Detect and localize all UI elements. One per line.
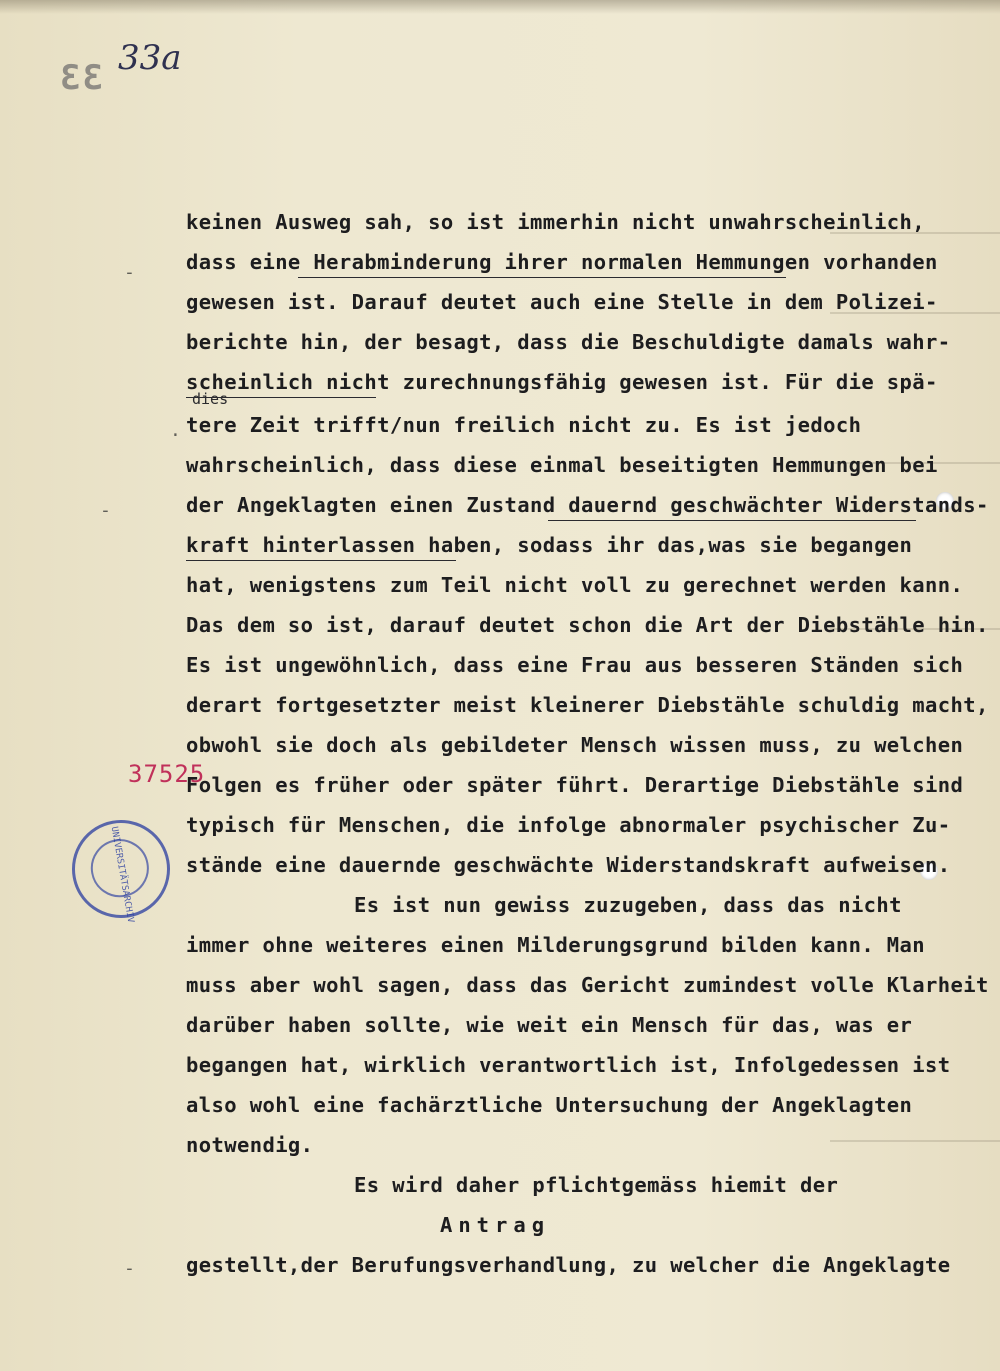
text-line: immer ohne weiteres einen Milderungsgrund bilden kann. Man [186,933,926,957]
interlinear-insert: dies [192,390,229,408]
underline-mark [186,560,456,561]
text-line: der Angeklagten einen Zustand dauernd geschwächter Widerstands- [186,493,989,517]
text-line: Es ist ungewöhnlich, dass eine Frau aus besseren Ständen sich [186,653,964,677]
text-line: notwendig. [186,1133,314,1157]
margin-mark: . [170,420,181,441]
seal-text: UNIVERSITÄTSARCHIV [108,825,136,924]
margin-mark: - [124,1258,135,1279]
text-line: Es ist nun gewiss zuzugeben, dass das nicht [354,893,902,917]
text-line: Das dem so ist, darauf deutet schon die Art der Diebstähle hin. [186,613,989,637]
text-line: begangen hat, wirklich verantwortlich ist, Infolgedessen ist [186,1053,951,1077]
text-line: derart fortgesetzter meist kleinerer Diebstähle schuldig macht, [186,693,989,717]
text-line: darüber haben sollte, wie weit ein Mensch für das, was er [186,1013,913,1037]
text-line: gewesen ist. Darauf deutet auch eine Stelle in dem Polizei- [186,290,938,314]
text-line: muss aber wohl sagen, dass das Gericht zumindest volle Klarheit [186,973,989,997]
text-line: Folgen es früher oder später führt. Derartige Diebstähle sind [186,773,964,797]
bleed-through-mark [830,1140,1000,1142]
text-line: keinen Ausweg sah, so ist immerhin nicht unwahrscheinlich, [186,210,926,234]
text-line: hat, wenigstens zum Teil nicht voll zu gerechnet werden kann. [186,573,964,597]
text-line: tere Zeit trifft/nun freilich nicht zu. Es ist jedoch [186,413,862,437]
text-line: stände eine dauernde geschwächte Widerstandskraft aufweisen. [186,853,951,877]
text-line: also wohl eine fachärztliche Untersuchung der Angeklagten [186,1093,913,1117]
underline-mark [186,397,376,398]
folio-stamp: 33 [58,58,103,98]
text-line: berichte hin, der besagt, dass die Beschuldigte damals wahr- [186,330,951,354]
margin-mark: - [124,262,135,283]
page-edge-shadow [0,0,1000,14]
text-line: gestellt,der Berufungsverhandlung, zu welcher die Angeklagte [186,1253,951,1277]
margin-mark: - [100,500,111,521]
archive-number: 37525 [128,760,206,788]
underline-mark [548,520,916,521]
text-line: Es wird daher pflichtgemäss hiemit der [354,1173,839,1197]
text-line: typisch für Menschen, die infolge abnormaler psychischer Zu- [186,813,951,837]
underline-mark [298,277,786,278]
text-line: kraft hinterlassen haben, sodass ihr das,was sie begangen [186,533,913,557]
archive-seal-stamp [64,812,178,926]
folio-handwritten: 33a [118,38,182,78]
text-line: obwohl sie doch als gebildeter Mensch wissen muss, zu welchen [186,733,964,757]
text-line: wahrscheinlich, dass diese einmal beseitigten Hemmungen bei [186,453,938,477]
text-line: scheinlich nicht zurechnungsfähig gewesen ist. Für die spä- [186,370,938,394]
heading-antrag: Antrag [440,1213,551,1237]
text-line: dass eine Herabminderung ihrer normalen Hemmungen vorhanden [186,250,938,274]
